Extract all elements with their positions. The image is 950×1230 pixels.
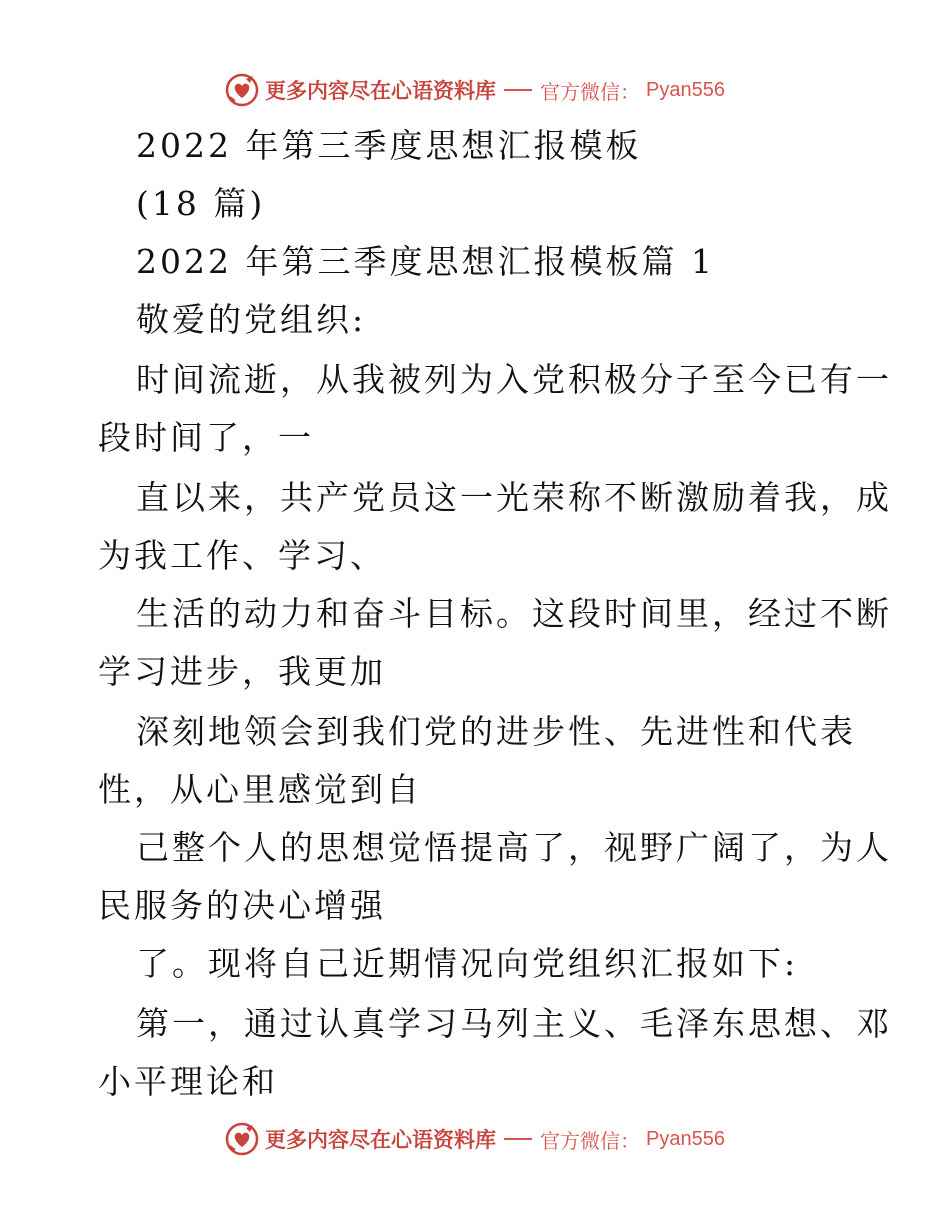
- section-heading: 2022 年第三季度思想汇报模板篇 1: [136, 242, 715, 281]
- paragraph-line: 性，从心里感觉到自: [98, 770, 422, 809]
- watermark-banner-top: [0, 72, 950, 108]
- watermark-wechat-id: Pyan556: [646, 1127, 725, 1150]
- paragraph-line: 学习进步，我更加: [98, 652, 386, 691]
- paragraph-line: 生活的动力和奋斗目标。这段时间里，经过不断: [136, 594, 892, 633]
- paragraph-line: 直以来，共产党员这一光荣称不断激励着我，成: [136, 478, 892, 517]
- watermark-separator: [504, 1138, 532, 1140]
- heart-pen-logo-icon: [225, 73, 259, 107]
- paragraph-line: 小平理论和: [98, 1062, 278, 1101]
- document-subtitle: (18 篇): [136, 184, 266, 223]
- watermark-separator: [504, 89, 532, 91]
- paragraph-line: 己整个人的思想觉悟提高了，视野广阔了，为人: [136, 828, 892, 867]
- paragraph-line: 为我工作、学习、: [98, 536, 386, 575]
- paragraph-line: 了。现将自己近期情况向党组织汇报如下:: [136, 944, 799, 983]
- watermark-official-text: 官方微信：: [540, 1128, 641, 1153]
- paragraph-line: 民服务的决心增强: [98, 886, 386, 925]
- paragraph-line: 时间流逝，从我被列为入党积极分子至今已有一: [136, 360, 892, 399]
- watermark-promo-text: 更多内容尽在心语资料库: [265, 1127, 497, 1152]
- watermark-banner-bottom: [0, 1121, 950, 1157]
- watermark-promo-text: 更多内容尽在心语资料库: [265, 78, 497, 103]
- heart-pen-logo-icon: [225, 1122, 259, 1156]
- document-title: 2022 年第三季度思想汇报模板: [136, 126, 642, 165]
- salutation: 敬爱的党组织:: [136, 300, 367, 339]
- paragraph-line: 段时间了，一: [98, 418, 314, 457]
- watermark-official-text: 官方微信：: [540, 79, 641, 104]
- paragraph-line: 深刻地领会到我们党的进步性、先进性和代表: [136, 712, 856, 751]
- watermark-wechat-id: Pyan556: [646, 78, 725, 101]
- paragraph-line: 第一，通过认真学习马列主义、毛泽东思想、邓: [136, 1004, 892, 1043]
